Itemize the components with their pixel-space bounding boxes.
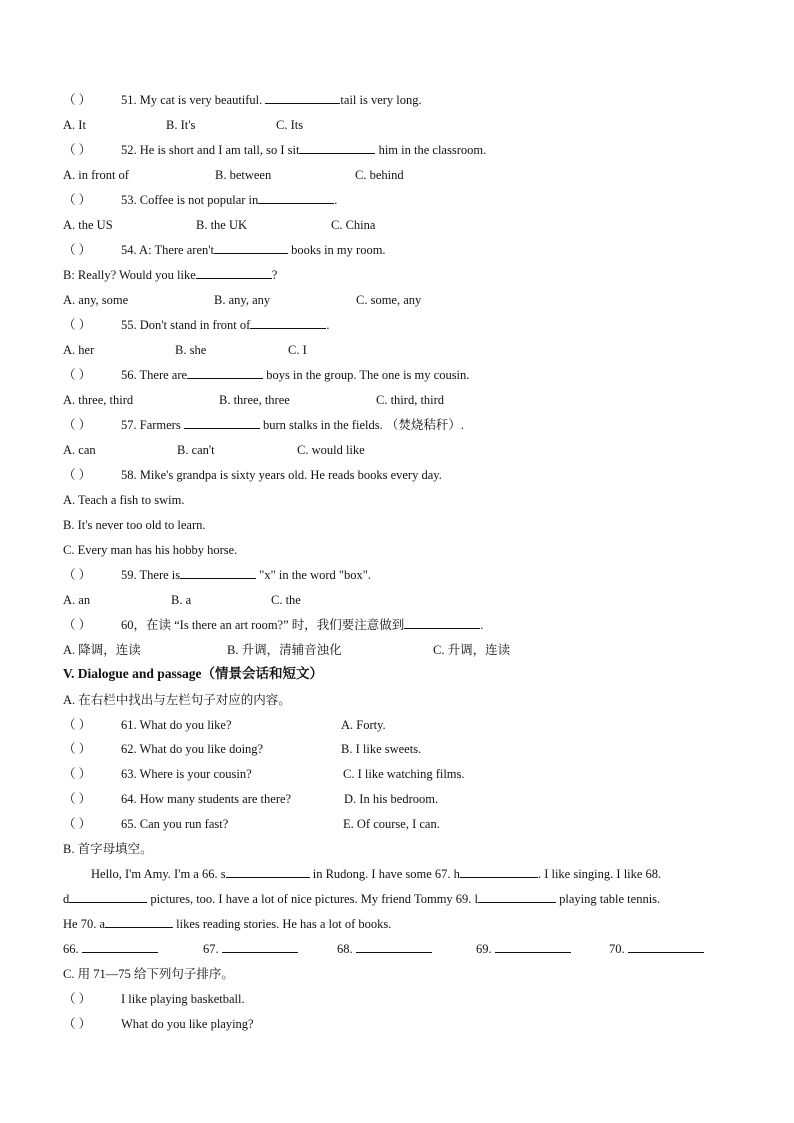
match-row-62: （ ） 62. What do you like doing? B. I like sweets. xyxy=(63,742,422,756)
option-a[interactable]: A. three, third xyxy=(63,393,134,407)
blank-69[interactable] xyxy=(478,890,556,903)
option-a[interactable]: A. the US xyxy=(63,218,113,232)
option-c[interactable]: C. third, third xyxy=(376,393,445,407)
answer-bracket[interactable]: （ ） xyxy=(63,193,92,207)
option-c[interactable]: C. Every man has his hobby horse. xyxy=(63,543,238,557)
answer-bracket[interactable]: （ ） xyxy=(63,93,92,107)
blank-68[interactable] xyxy=(69,890,147,903)
part-a-heading: A. 在右栏中找出与左栏句子对应的内容。 xyxy=(63,693,291,707)
answer-bracket[interactable]: （ ） xyxy=(63,742,92,756)
option-c[interactable]: C. 升调，连读 xyxy=(433,643,511,657)
option-b[interactable]: B. between xyxy=(215,168,272,182)
option-a[interactable]: A. an xyxy=(63,593,91,607)
option-c[interactable]: C. China xyxy=(331,218,376,232)
answer-bracket[interactable]: （ ） xyxy=(63,368,92,382)
answer-bracket[interactable]: （ ） xyxy=(63,143,92,157)
fill-blank[interactable] xyxy=(299,141,375,154)
passage-line-3: He 70. a likes reading stories. He has a lot of books. xyxy=(63,917,392,931)
answer-66: 66. xyxy=(63,940,158,958)
match-option: E. Of course, I can. xyxy=(343,817,440,831)
part-c-heading: C. 用 71—75 给下列句子排序。 xyxy=(63,967,234,981)
fill-blank[interactable] xyxy=(196,266,272,279)
answer-bracket[interactable]: （ ） xyxy=(63,1017,92,1031)
option-b[interactable]: B. the UK xyxy=(196,218,248,232)
option-a[interactable]: A. It xyxy=(63,118,86,132)
option-b[interactable]: B. she xyxy=(175,343,207,357)
answer-68: 68. xyxy=(337,940,432,958)
match-option: C. I like watching films. xyxy=(343,767,465,781)
option-c[interactable]: C. Its xyxy=(276,118,304,132)
option-b[interactable]: B. 升调，清辅音浊化 xyxy=(227,643,342,657)
fill-blank[interactable] xyxy=(180,566,256,579)
answer-bracket[interactable]: （ ） xyxy=(63,243,92,257)
fill-blank[interactable] xyxy=(184,416,260,429)
answer-70: 70. xyxy=(609,940,704,958)
answer-69: 69. xyxy=(476,940,571,958)
fill-blank[interactable] xyxy=(187,366,263,379)
order-row-1: （ ） I like playing basketball. xyxy=(63,992,245,1006)
answer-bracket[interactable]: （ ） xyxy=(63,418,92,432)
question-54-reply: B: Really? Would you like ? xyxy=(63,268,278,282)
option-a[interactable]: A. her xyxy=(63,343,95,357)
question-52: （ ） 52. He is short and I am tall, so I sit him in the classroom. xyxy=(63,143,487,157)
answer-67: 67. xyxy=(203,940,298,958)
answer-bracket[interactable]: （ ） xyxy=(63,817,92,831)
answer-bracket[interactable]: （ ） xyxy=(63,468,92,482)
blank-66[interactable] xyxy=(226,865,310,878)
option-b[interactable]: B. can't xyxy=(177,443,215,457)
question-54: （ ） 54. A: There aren't books in my room. xyxy=(63,243,386,257)
option-c[interactable]: C. I xyxy=(288,343,307,357)
answer-bracket[interactable]: （ ） xyxy=(63,792,92,806)
match-row-64: （ ） 64. How many students are there? D. In his bedroom. xyxy=(63,792,439,806)
question-57: （ ） 57. Farmers burn stalks in the fields. （焚烧秸秆）. xyxy=(63,418,464,432)
match-row-63: （ ） 63. Where is your cousin? C. I like watching films. xyxy=(63,767,465,781)
fill-blank[interactable] xyxy=(258,191,334,204)
answer-bracket[interactable]: （ ） xyxy=(63,318,92,332)
question-55: （ ） 55. Don't stand in front of . xyxy=(63,318,330,332)
match-row-65: （ ） 65. Can you run fast? E. Of course, I can. xyxy=(63,817,440,831)
answer-bracket[interactable]: （ ） xyxy=(63,568,92,582)
question-51: （ ） 51. My cat is very beautiful. tail is very long. xyxy=(63,93,422,107)
match-option: B. I like sweets. xyxy=(341,742,422,756)
option-b[interactable]: B. It's xyxy=(166,118,196,132)
answer-bracket[interactable]: （ ） xyxy=(63,992,92,1006)
option-a[interactable]: A. Teach a fish to swim. xyxy=(63,493,185,507)
option-a[interactable]: A. can xyxy=(63,443,96,457)
option-a[interactable]: A. in front of xyxy=(63,168,129,182)
option-c[interactable]: C. would like xyxy=(297,443,365,457)
option-b[interactable]: B. three, three xyxy=(219,393,290,407)
fill-blank[interactable] xyxy=(214,241,288,254)
fill-blank[interactable] xyxy=(404,616,480,629)
option-a[interactable]: A. any, some xyxy=(63,293,129,307)
part-b-heading: B. 首字母填空。 xyxy=(63,842,153,856)
question-53: （ ） 53. Coffee is not popular in . xyxy=(63,193,338,207)
option-c[interactable]: C. some, any xyxy=(356,293,422,307)
option-c[interactable]: C. the xyxy=(271,593,301,607)
option-a[interactable]: A. 降调，连读 xyxy=(63,643,141,657)
question-59: （ ） 59. There is "x" in the word "box". xyxy=(63,568,371,582)
option-b[interactable]: B. a xyxy=(171,593,192,607)
fill-blank[interactable] xyxy=(265,91,340,104)
question-56: （ ） 56. There are boys in the group. The one is my cousin. xyxy=(63,368,470,382)
fill-blank[interactable] xyxy=(250,316,326,329)
option-c[interactable]: C. behind xyxy=(355,168,404,182)
blank-67[interactable] xyxy=(460,865,538,878)
option-b[interactable]: B. any, any xyxy=(214,293,271,307)
match-row-61: （ ） 61. What do you like? A. Forty. xyxy=(63,718,386,732)
passage-line-1: Hello, I'm Amy. I'm a 66. s in Rudong. I have some 67. h . I like singing. I like 68. xyxy=(91,867,662,881)
passage-line-2: d pictures, too. I have a lot of nice pictures. My friend Tommy 69. l playing table tennis. xyxy=(63,892,661,906)
option-b[interactable]: B. It's never too old to learn. xyxy=(63,518,206,532)
answer-bracket[interactable]: （ ） xyxy=(63,618,92,632)
match-option: D. In his bedroom. xyxy=(344,792,439,806)
section-v-heading: V. Dialogue and passage（情景会话和短文） xyxy=(63,666,324,681)
blank-70[interactable] xyxy=(105,915,173,928)
order-row-2: （ ） What do you like playing? xyxy=(63,1017,254,1031)
answer-bracket[interactable]: （ ） xyxy=(63,767,92,781)
question-60: （ ） 60，在读 “Is there an art room?” 时，我们要注意做到 . xyxy=(63,618,484,632)
match-option: A. Forty. xyxy=(341,718,386,732)
question-58: （ ） 58. Mike's grandpa is sixty years old. He reads books every day. xyxy=(63,468,442,482)
answer-bracket[interactable]: （ ） xyxy=(63,718,92,732)
